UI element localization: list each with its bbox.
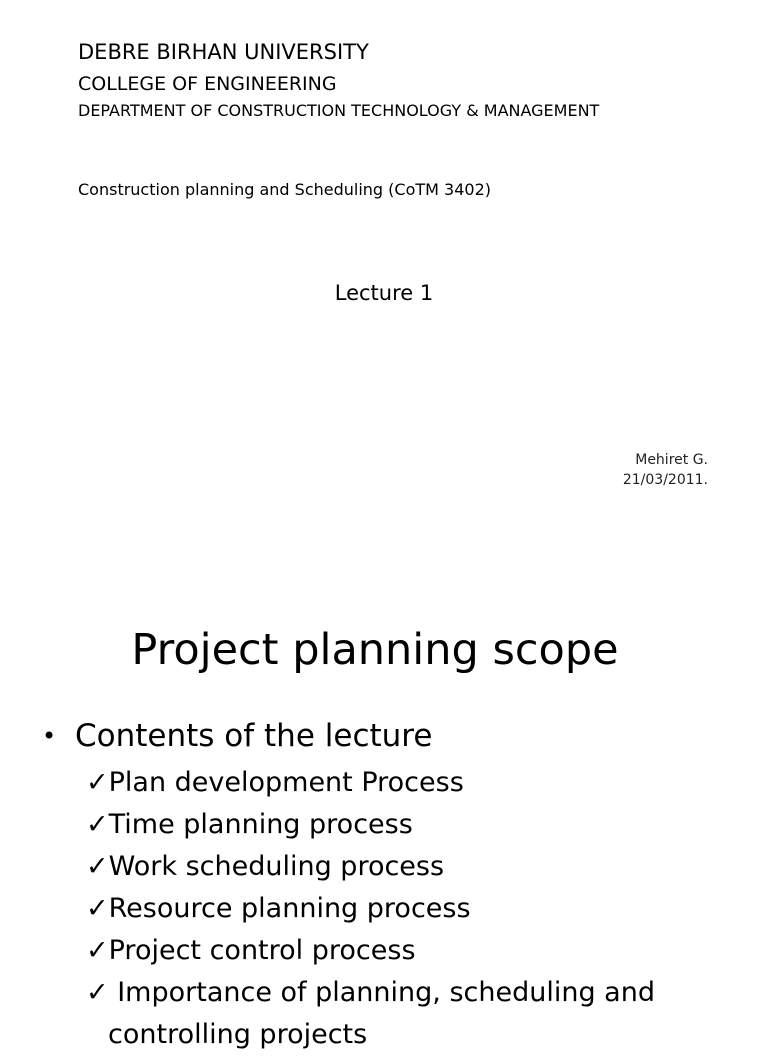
contents-list: [86, 762, 655, 1056]
author-name: Mehiret G.: [635, 452, 708, 468]
bullet-item: [42, 718, 432, 754]
checkmark-icon: ✓: [86, 809, 109, 840]
department-name: DEPARTMENT OF CONSTRUCTION TECHNOLOGY & MANAGEMENT: [78, 101, 600, 120]
list-item: [86, 930, 655, 972]
checkmark-icon: ✓: [86, 767, 109, 798]
list-item: [86, 972, 655, 1014]
checkmark-icon: ✓: [86, 851, 109, 882]
bullet-dot-icon: •: [42, 722, 57, 750]
list-item: [86, 846, 655, 888]
bullet-text: Contents of the lecture: [75, 718, 433, 754]
list-item-text: Work scheduling process: [108, 851, 445, 882]
slide-title: Project planning scope: [131, 625, 619, 675]
list-item-continuation: [86, 1014, 655, 1056]
content-slide: [0, 560, 768, 1050]
checkmark-icon: ✓: [86, 893, 109, 924]
list-item-text: Plan development Process: [108, 767, 464, 798]
author-date: 21/03/2011.: [622, 472, 708, 488]
list-item: [86, 762, 655, 804]
course-title: Construction planning and Scheduling (CoTM 3402): [78, 180, 491, 199]
list-item-text: controlling projects: [108, 1019, 368, 1050]
list-item-text: Time planning process: [108, 809, 413, 840]
list-item: [86, 888, 655, 930]
author-block: [623, 450, 708, 490]
list-item: [86, 804, 655, 846]
list-item-text: Project control process: [108, 935, 416, 966]
checkmark-icon: ✓: [86, 935, 109, 966]
list-item-text: Resource planning process: [108, 893, 471, 924]
title-slide: [0, 0, 768, 520]
university-name: DEBRE BIRHAN UNIVERSITY: [78, 40, 369, 64]
lecture-label: Lecture 1: [334, 281, 434, 305]
college-name: COLLEGE OF ENGINEERING: [78, 73, 337, 95]
list-item-text: Importance of planning, scheduling and: [108, 977, 655, 1008]
checkmark-icon: ✓: [86, 977, 109, 1008]
